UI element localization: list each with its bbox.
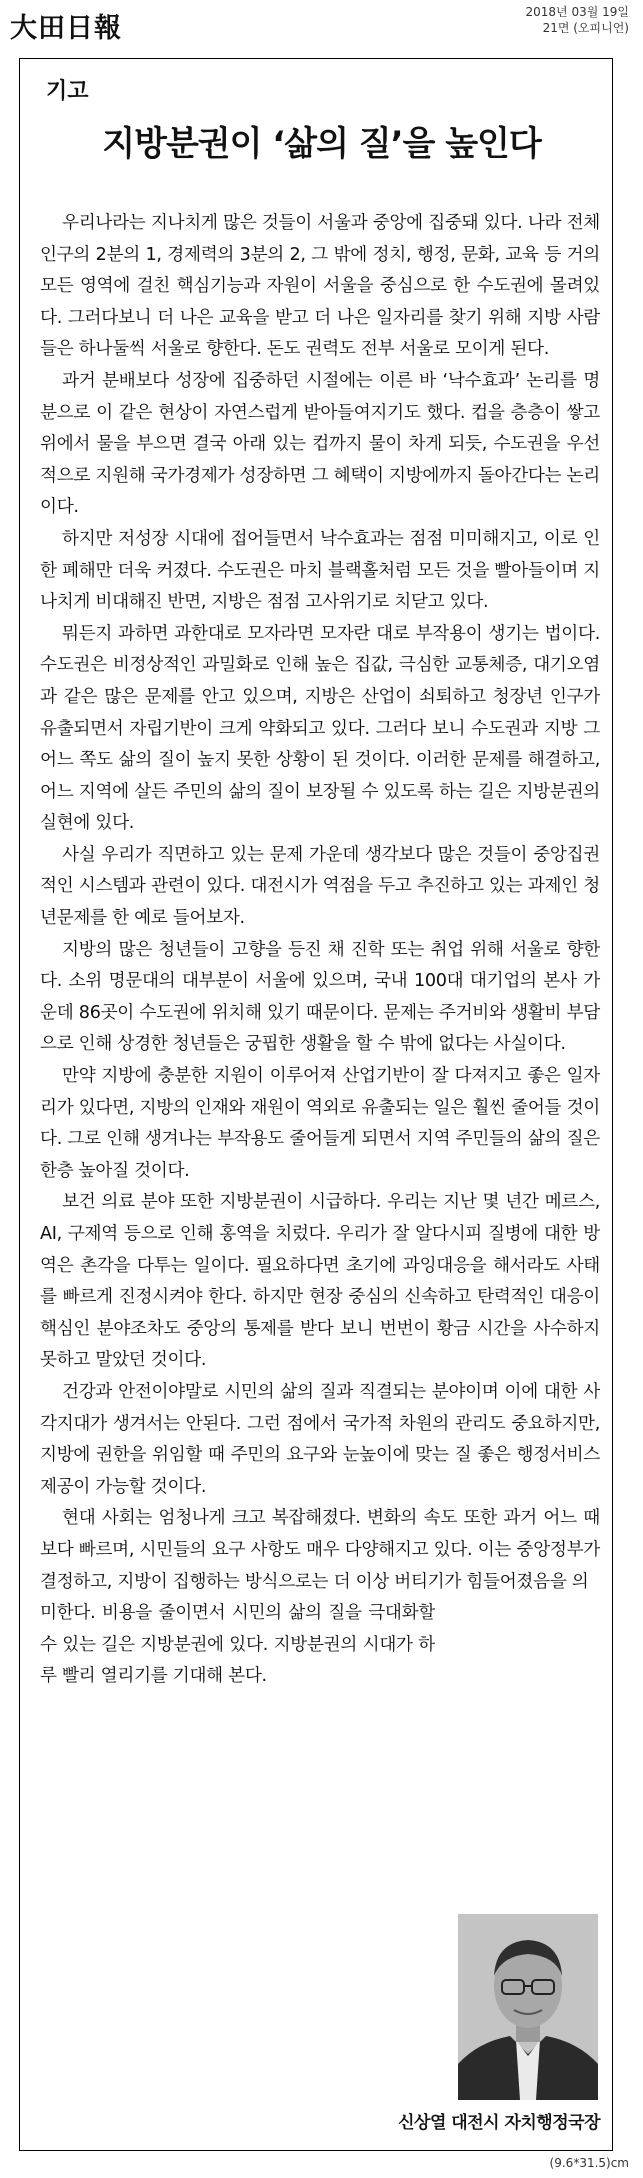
paragraph: 하지만 저성장 시대에 접어들면서 낙수효과는 점점 미미해지고, 이로 인한 폐해만 더욱 커졌다. 수도권은 마치 블랙홀처럼 모든 것을 빨아들이며 지나치게 비대해진 반면, 지방은 점점 고사위기로 치닫고 있다. bbox=[40, 528, 600, 613]
paragraph: 지방의 많은 청년들이 고향을 등진 채 진학 또는 취업 위해 서울로 향한다. 소위 명문대의 대부분이 서울에 있으며, 국내 100대 대기업의 본사 가운데 86곳이 수도권에 위치해 있기 때문이다. 문제는 주거비와 생활비 부담으로 인해 상경한 청년들은 궁핍한 생활을 할 수 밖에 없다는 사실이다. bbox=[40, 939, 600, 1055]
paragraph: 우리나라는 지나치게 많은 것들이 서울과 중앙에 집중돼 있다. 나라 전체 인구의 2분의 1, 경제력의 3분의 2, 그 밖에 정치, 행정, 문화, 교육 등 거의 모든 영역에 걸친 핵심기능과 자원이 서울을 중심으로 한 수도권에 몰려있다. 그러다보니 더 나은 교육을 받고 더 나은 일자리를 찾기 위해 지방 사람들은 하나둘씩 서울로 향한다. 돈도 권력도 전부 서울로 모이게 된다. bbox=[40, 213, 600, 360]
headline: 지방분권이 ‘삶의 질’을 높인다 bbox=[102, 124, 541, 164]
issue-date: 2018년 03월 19일 bbox=[525, 5, 629, 19]
paragraph: 건강과 안전이야말로 시민의 삶의 질과 직결되는 분야이며 이에 대한 사각지대가 생겨서는 안된다. 그런 점에서 국가적 차원의 관리도 중요하지만, 지방에 권한을 위임할 때 주민의 요구와 눈높이에 맞는 질 좋은 행정서비스 제공이 가능할 것이다. bbox=[40, 1381, 600, 1497]
paragraph-continuation: 미한다. 비용을 줄이면서 시민의 삶의 질을 극대화할 수 있는 길은 지방분권에 있다. 지방분권의 시대가 하루 빨리 열리기를 기대해 본다. bbox=[40, 1603, 435, 1687]
author-photo bbox=[458, 1914, 598, 2100]
dateline bbox=[526, 4, 629, 36]
size-note: (9.6*31.5)cm bbox=[549, 2156, 629, 2170]
masthead bbox=[0, 0, 643, 46]
article-body bbox=[40, 208, 600, 1693]
page-section: 21면 (오피니언) bbox=[542, 21, 629, 35]
paragraph: 뭐든지 과하면 과한대로 모자라면 모자란 대로 부작용이 생기는 법이다. 수도권은 비정상적인 과밀화로 인해 높은 집값, 극심한 교통체증, 대기오염과 같은 많은 문제를 안고 있으며, 지방은 산업이 쇠퇴하고 청장년 인구가 유출되면서 자립기반이 크게 약화되고 있다. 그러다 보니 수도권과 지방 그 어느 쪽도 삶의 질이 높지 못한 상황이 된 것이다. 이러한 문제를 해결하고, 어느 지역에 살든 주민의 삶의 질이 보장될 수 있도록 하는 길은 지방분권의 실현에 있다. bbox=[40, 623, 600, 834]
newspaper-logo: 大田日報 bbox=[10, 13, 122, 44]
paragraph: 과거 분배보다 성장에 집중하던 시절에는 이른 바 ‘낙수효과’ 논리를 명분으로 이 같은 현상이 자연스럽게 받아들여지기도 했다. 컵을 층층이 쌓고 위에서 물을 부으면 결국 아래 있는 컵까지 물이 차게 되듯, 수도권을 우선적으로 지원해 국가경제가 성장하면 그 혜택이 지방에까지 돌아간다는 논리이다. bbox=[40, 370, 600, 518]
paragraph: 보건 의료 분야 또한 지방분권이 시급하다. 우리는 지난 몇 년간 메르스, AI, 구제역 등으로 인해 홍역을 치렀다. 우리가 잘 알다시피 질병에 대한 방역은 촌각을 다투는 일이다. 필요하다면 초기에 과잉대응을 해서라도 사태를 빠르게 진정시켜야 한다. 하지만 현장 중심의 신속하고 탄력적인 대응이 핵심인 분야조차도 중앙의 통제를 받다 보니 번번이 황금 시간을 사수하지 못하고 말았던 것이다. bbox=[40, 1192, 600, 1371]
author-byline: 신상열 대전시 자치행정국장 bbox=[398, 2113, 600, 2133]
paragraph: 사실 우리가 직면하고 있는 문제 가운데 생각보다 많은 것들이 중앙집권적인 시스템과 관련이 있다. 대전시가 역점을 두고 추진하고 있는 과제인 청년문제를 한 예로 들어보자. bbox=[40, 844, 600, 929]
paragraph: 현대 사회는 엄청나게 크고 복잡해졌다. 변화의 속도 또한 과거 어느 때보다 빠르며, 시민들의 요구 사항도 매우 다양해지고 있다. 이는 중앙정부가 결정하고, 지방이 집행하는 방식으로는 더 이상 버티기가 힘들어졌음을 의 bbox=[40, 1508, 600, 1592]
paragraph: 만약 지방에 충분한 지원이 이루어져 산업기반이 잘 다져지고 좋은 일자리가 있다면, 지방의 인재와 재원이 역외로 유출되는 일은 훨씬 줄어들 것이다. 그로 인해 생겨나는 부작용도 줄어들게 되면서 지역 주민들의 삶의 질은 한층 높아질 것이다. bbox=[40, 1066, 600, 1181]
section-label: 기고 bbox=[46, 79, 89, 104]
